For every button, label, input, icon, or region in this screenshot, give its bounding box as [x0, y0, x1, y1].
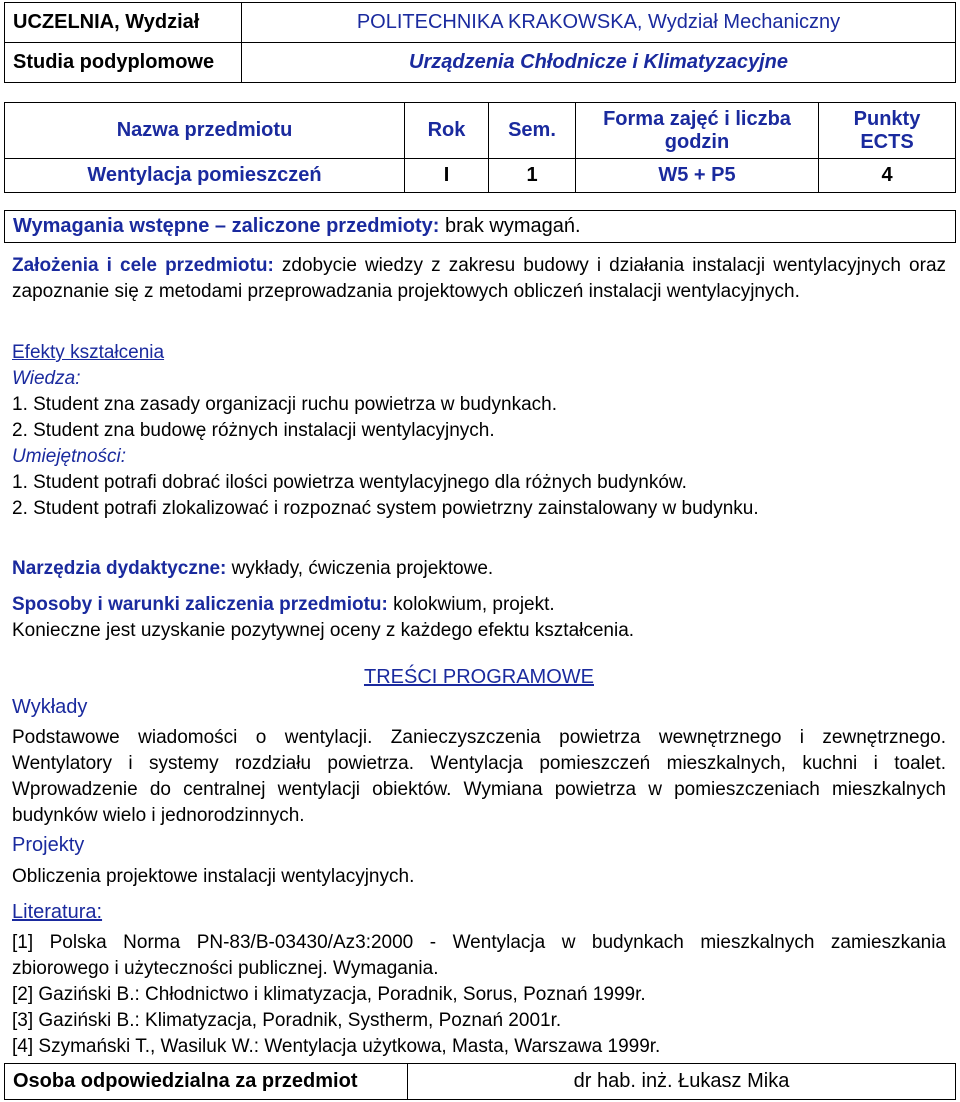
- subject-name-cell: Wentylacja pomieszczeń: [5, 159, 405, 193]
- column-header-year: Rok: [405, 103, 489, 159]
- column-header-name: Nazwa przedmiotu: [5, 103, 405, 159]
- literature-label: Literatura:: [12, 901, 103, 923]
- lectures-label: Wykłady: [12, 696, 88, 718]
- tools-value: wykłady, ćwiczenia projektowe.: [231, 558, 494, 579]
- literature-item: [4] Szymański T., Wasiluk W.: Wentylacja użytkowa, Masta, Warszawa 1999r.: [12, 1036, 661, 1057]
- assessment-value: kolokwium, projekt.: [393, 594, 555, 615]
- subject-year-cell: I: [405, 159, 489, 193]
- literature-item: [3] Gaziński B.: Klimatyzacja, Poradnik, Systherm, Poznań 2001r.: [12, 1010, 562, 1031]
- assessment-label: Sposoby i warunki zaliczenia przedmiotu:: [12, 594, 388, 615]
- literature-list: [12, 930, 946, 1060]
- studia-label: Studia podyplomowe: [5, 43, 242, 83]
- knowledge-item: 1. Student zna zasady organizacji ruchu powietrza w budynkach.: [12, 394, 557, 415]
- assessment-note: Konieczne jest uzyskanie pozytywnej oceny z każdego efektu kształcenia.: [12, 620, 635, 641]
- skills-label: Umiejętności:: [12, 446, 127, 467]
- requirements-table: [4, 210, 956, 243]
- requirements-value: brak wymagań.: [444, 215, 581, 237]
- studia-value: Urządzenia Chłodnicze i Klimatyzacyjne: [242, 43, 956, 83]
- skills-item: 1. Student potrafi dobrać ilości powietrza wentylacyjnego dla różnych budynków.: [12, 472, 687, 493]
- responsible-person: dr hab. inż. Łukasz Mika: [408, 1064, 956, 1100]
- uczelnia-value: POLITECHNIKA KRAKOWSKA, Wydział Mechaniczny: [242, 3, 956, 43]
- lectures-text: Podstawowe wiadomości o wentylacji. Zanieczyszczenia powietrza wewnętrznego i zewnętrznego. Wentylatory i systemy rozdziału powietrza. Wentylacja pomieszczeń mieszkalnych, kuchni i toalet. Wprowadzenie do centralnej wentylacji obiektów. Wymiana powietrza w pomieszczeniach mieszkalnych budynków wielo i jednorodzinnych.: [12, 727, 946, 826]
- column-header-semester: Sem.: [489, 103, 576, 159]
- subject-ects-cell: 4: [819, 159, 956, 193]
- column-header-ects: Punkty ECTS: [819, 103, 956, 159]
- projects-label: Projekty: [12, 834, 85, 856]
- tools-line: [12, 556, 946, 582]
- goals-text: zdobycie wiedzy z zakresu budowy i działania instalacji wentylacyjnych oraz zapoznanie się z metodami przeprowadzania projektowych obliczeń instalacji wentylacyjnych.: [12, 255, 947, 302]
- literature-item: [2] Gaziński B.: Chłodnictwo i klimatyzacja, Poradnik, Sorus, Poznań 1999r.: [12, 984, 646, 1005]
- tools-label: Narzędzia dydaktyczne:: [12, 558, 227, 579]
- responsible-label: Osoba odpowiedzialna za przedmiot: [5, 1064, 408, 1100]
- subject-semester-cell: 1: [489, 159, 576, 193]
- header-table: [4, 2, 956, 83]
- program-heading-wrap: [12, 664, 946, 691]
- goals-paragraph: [12, 253, 946, 305]
- knowledge-label: Wiedza:: [12, 368, 81, 389]
- footer-table: [4, 1063, 956, 1100]
- requirements-cell: [5, 211, 956, 243]
- effects-section: [12, 340, 946, 522]
- program-heading: TREŚCI PROGRAMOWE: [363, 666, 594, 688]
- knowledge-item: 2. Student zna budowę różnych instalacji wentylacyjnych.: [12, 420, 495, 441]
- column-header-form: Forma zajęć i liczba godzin: [576, 103, 819, 159]
- requirements-label: Wymagania wstępne – zaliczone przedmioty:: [13, 215, 440, 237]
- projects-text: Obliczenia projektowe instalacji wentylacyjnych.: [12, 866, 415, 887]
- literature-item: [1] Polska Norma PN-83/B-03430/Az3:2000 - Wentylacja w budynkach mieszkalnych zamieszkania zbiorowego i użyteczności publicznej. Wymagania.: [12, 932, 946, 979]
- assessment-block: [12, 592, 946, 644]
- subject-table: [4, 102, 956, 193]
- goals-label: Założenia i cele przedmiotu:: [12, 255, 274, 276]
- uczelnia-label: UCZELNIA, Wydział: [5, 3, 242, 43]
- subject-form-cell: W5 + P5: [576, 159, 819, 193]
- skills-item: 2. Student potrafi zlokalizować i rozpoznać system powietrzny zainstalowany w budynku.: [12, 498, 759, 519]
- effects-heading: Efekty kształcenia: [12, 342, 165, 363]
